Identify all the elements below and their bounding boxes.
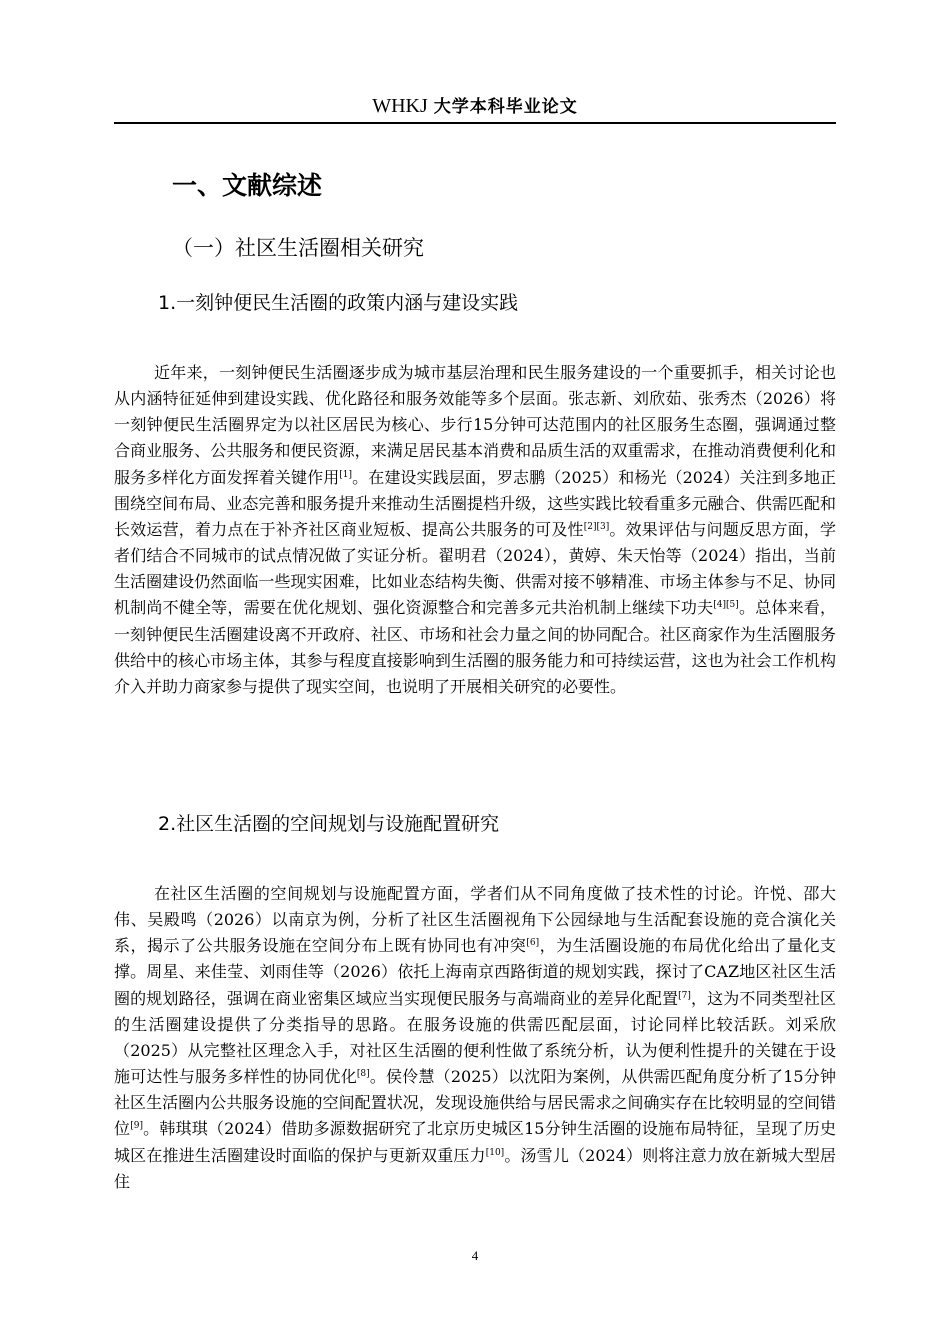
citation-ref: [1] bbox=[339, 469, 353, 480]
citation-ref: [8] bbox=[356, 1069, 370, 1080]
subsubsection-title-1: 1.一刻钟便民生活圈的政策内涵与建设实践 bbox=[158, 292, 519, 314]
body-paragraph-2 bbox=[114, 881, 836, 1195]
citation-ref: [4][5] bbox=[713, 600, 739, 611]
citation-ref: [3] bbox=[596, 521, 610, 532]
paragraph-text-run: 在社区生活圈的空间规划与设施配置方面，学者们从不同角度做了技术性的讨论。许悦、邵大伟、吴殿鸣（2026）以南京为例，分析了社区生活圈视角下公园绿地与生活配套设施的竞合演化关系，揭示了公共服务设施在空间分布上既有协同也有冲突 bbox=[114, 884, 836, 956]
citation-ref: [6] bbox=[526, 938, 540, 949]
subsubsection-title-2: 2.社区生活圈的空间规划与设施配置研究 bbox=[158, 813, 500, 835]
section-title: 一、文献综述 bbox=[172, 171, 323, 200]
citation-ref: [9] bbox=[130, 1121, 143, 1132]
header-rule bbox=[114, 122, 836, 124]
paragraph-text-run: 。侯伶慧（2025）以沈阳为案例，从供需匹配角度分析了15分钟社区生活圈内公共服务设施的空间配置状况，发现设施供给与居民需求之间确实存在比较明显的空间错位 bbox=[114, 1067, 836, 1139]
body-paragraph-1 bbox=[114, 360, 836, 700]
header-title-text: 大学本科毕业论文 bbox=[433, 97, 578, 117]
page-number: 4 bbox=[471, 1248, 479, 1263]
citation-ref: [2] bbox=[583, 521, 597, 532]
citation-ref: [10] bbox=[485, 1147, 505, 1158]
paragraph-text-run: 。总体来看，一刻钟便民生活圈建设离不开政府、社区、市场和社会力量之间的协同配合。社区商家作为生活圈服务供给中的核心市场主体，其参与程度直接影响到生活圈的服务能力和可持续运营，这也为社会工作机构介入并助力商家参与提供了现实空间，也说明了开展相关研究的必要性。 bbox=[114, 598, 836, 696]
paragraph-text-run: 。效果评估与问题反思方面，学者们结合不同城市的试点情况做了实证分析。翟明君（2024），黄婷、朱天怡等（2024）指出，当前生活圈建设仍然面临一些现实困难，比如业态结构失衡、供需对接不够精准、市场主体参与不足、协同机制尚不健全等，需要在优化规划、强化资源整合和完善多元共治机制上继续下功夫 bbox=[114, 519, 836, 618]
paragraph-text-run: 近年来，一刻钟便民生活圈逐步成为城市基层治理和民生服务建设的一个重要抓手，相关讨论也从内涵特征延伸到建设实践、优化路径和服务效能等多个层面。张志新、刘欣茹、张秀杰（2026）将一刻钟便民生活圈界定为以社区居民为核心、步行15分钟可达范围内的社区服务生态圈，强调通过整合商业服务、公共服务和便民资源，来满足居民基本消费和品质生活的双重需求，在推动消费便利化和服务多样化方面发挥着关键作用 bbox=[114, 363, 836, 487]
paragraph-text-run: 。汤雪儿（2024）则将注意力放在新城大型居住 bbox=[114, 1145, 836, 1191]
subsection-title: （一）社区生活圈相关研究 bbox=[172, 236, 424, 260]
header-latin-text: WHKJ bbox=[372, 95, 428, 117]
paragraph-text-run: 。在建设实践层面，罗志鹏（2025）和杨光（2024）关注到多地正围绕空间布局、业态完善和服务提升来推动生活圈提档升级，这些实践比较看重多元融合、供需匹配和长效运营，着力点在于补齐社区商业短板、提高公共服务的可及性 bbox=[114, 467, 836, 539]
paragraph-text-run: ，这为不同类型社区的生活圈建设提供了分类指导的思路。在服务设施的供需匹配层面，讨论同样比较活跃。刘采欣（2025）从完整社区理念入手，对社区生活圈的便利性做了系统分析，认为便利性提升的关键在于设施可达性与服务多样性的协同优化 bbox=[114, 988, 836, 1087]
paragraph-text-run: ，为生活圈设施的布局优化给出了量化支撑。周星、来佳莹、刘雨佳等（2026）依托上海南京西路街道的规划实践，探讨了CAZ地区社区生活圈的规划路径，强调在商业密集区域应当实现便民服务与高端商业的差异化配置 bbox=[114, 936, 836, 1008]
citation-ref: [7] bbox=[678, 990, 691, 1001]
page-header bbox=[114, 94, 836, 119]
paragraph-text-run: 。韩琪琪（2024）借助多源数据研究了北京历史城区15分钟生活圈的设施布局特征，呈现了历史城区在推进生活圈建设时面临的保护与更新双重压力 bbox=[114, 1119, 836, 1165]
